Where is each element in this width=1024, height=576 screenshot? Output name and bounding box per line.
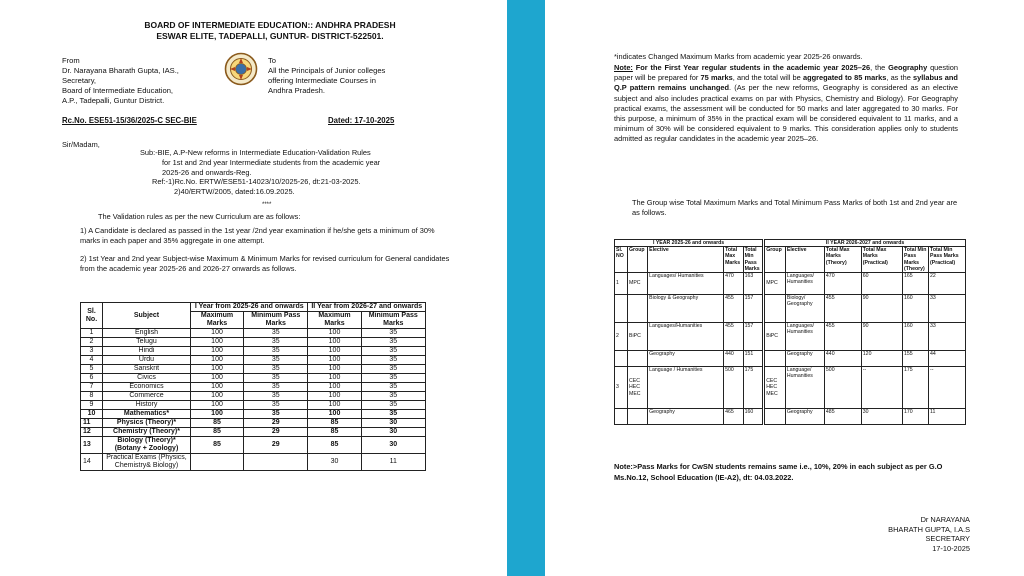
row-slno: 12 [81, 428, 103, 437]
table-row [615, 295, 966, 323]
separator-stars: **** [262, 202, 272, 208]
note-label: Note: [614, 63, 633, 72]
row-min-practical: 33 [929, 323, 966, 351]
group-wise-intro: The Group wise Total Maximum Marks and Total Minimum Pass Marks of both 1st and 2nd year are as follows. [632, 198, 958, 218]
row-slno: 6 [81, 374, 103, 383]
row-marks [191, 454, 244, 471]
row-elective: Geography [648, 409, 724, 425]
note-bold: For the First Year regular students in the academic year 2025–26 [635, 63, 871, 72]
col-header-group: Group [628, 247, 648, 273]
to-label: To [268, 56, 277, 65]
row-subject: Economics [103, 383, 191, 392]
note-bold: Geography [888, 63, 928, 72]
row-group [628, 295, 648, 323]
table-row [615, 323, 966, 351]
row-max-theory: 440 [824, 351, 861, 367]
from-line: Secretary, [62, 76, 97, 85]
note-bold: 75 marks [700, 73, 733, 83]
row-marks: 85 [191, 428, 244, 437]
table-row [81, 338, 426, 347]
salutation: Sir/Madam, [62, 140, 100, 149]
row-marks: 30 [361, 428, 425, 437]
row-max-theory: 470 [824, 273, 861, 295]
row-marks: 35 [244, 347, 308, 356]
table-row [81, 356, 426, 365]
geography-note [614, 63, 958, 145]
row-marks: 11 [361, 454, 425, 471]
row-max-practical: 30 [861, 409, 902, 425]
col-header-year-1: I Year from 2025-26 and onwards [191, 303, 308, 312]
row-min-practical: 44 [929, 351, 966, 367]
row-slno [615, 409, 628, 425]
col-header-min: Minimum Pass Marks [244, 312, 308, 329]
row-slno: 3 [615, 367, 628, 409]
row-marks: 100 [191, 329, 244, 338]
row-subject: Commerce [103, 392, 191, 401]
row-marks: 35 [361, 329, 425, 338]
row-elective: Languages/ Humanities [648, 273, 724, 295]
row-max-practical: 60 [861, 273, 902, 295]
letterhead [110, 20, 430, 42]
row-marks: 100 [191, 365, 244, 374]
row-marks: 35 [244, 374, 308, 383]
row-elective: Languages/Humanities [648, 323, 724, 351]
note-text: , and the total will be [732, 73, 801, 83]
row-elective-2: Languages/ Humanities [785, 273, 824, 295]
row-max-theory: 500 [824, 367, 861, 409]
row-elective-2: Language/ Humanities [785, 367, 824, 409]
col-header-year-1: I YEAR 2025-26 and onwards [615, 240, 764, 247]
row-subject: Mathematics* [103, 410, 191, 419]
note-text: , as the [886, 73, 911, 83]
col-header-year-2: II YEAR 2026-2027 and onwards [764, 240, 966, 247]
row-min-practical: 22 [929, 273, 966, 295]
signature-line: BHARATH GUPTA, I.A.S [888, 524, 970, 534]
row-marks: 100 [191, 383, 244, 392]
row-marks: 29 [244, 428, 308, 437]
row-elective-2: Biology/ Geography [785, 295, 824, 323]
reference-number: Rc.No. ESE51-15/36/2025-C SEC-BIE [62, 116, 197, 125]
row-marks: 35 [244, 329, 308, 338]
row-marks: 35 [361, 374, 425, 383]
row-group-2: MPC [764, 273, 786, 295]
row-group-2 [764, 351, 786, 367]
subject-marks-table [80, 302, 426, 471]
row-group: CEC HEC MEC [628, 367, 648, 409]
row-subject: Civics [103, 374, 191, 383]
row-slno [615, 295, 628, 323]
page-divider [507, 0, 545, 576]
row-max-practical: 90 [861, 323, 902, 351]
row-slno: 2 [615, 323, 628, 351]
col-header-total-max-theory: Total Max Marks (Theory) [824, 247, 861, 273]
table-row [615, 409, 966, 425]
row-marks: 100 [308, 392, 361, 401]
table-row [81, 419, 426, 428]
from-line: Board of Intermediate Education, [62, 86, 174, 95]
row-marks: 85 [308, 419, 361, 428]
letterhead-line-2: ESWAR ELITE, TADEPALLI, GUNTUR- DISTRICT-522501. [156, 31, 384, 41]
row-marks: 35 [361, 347, 425, 356]
row-elective-2: Geography [785, 351, 824, 367]
col-header-elective-2: Elective [785, 247, 824, 273]
table-row [615, 273, 966, 295]
row-min-theory: 175 [903, 367, 929, 409]
row-slno: 1 [615, 273, 628, 295]
row-subject: Urdu [103, 356, 191, 365]
row-marks: 35 [244, 383, 308, 392]
board-seal-icon [224, 52, 258, 86]
row-slno: 14 [81, 454, 103, 471]
row-max-theory: 485 [824, 409, 861, 425]
table-row [81, 329, 426, 338]
row-subject: English [103, 329, 191, 338]
to-line: Andhra Pradesh. [268, 86, 325, 95]
row-min-theory: 160 [903, 323, 929, 351]
col-header-group-2: Group [764, 247, 786, 273]
row-slno: 9 [81, 401, 103, 410]
row-subject: Chemistry (Theory)* [103, 428, 191, 437]
row-slno: 5 [81, 365, 103, 374]
row-subject: Biology (Theory)* (Botany + Zoology) [103, 437, 191, 454]
col-header-total-max: Total Max Marks [724, 247, 744, 273]
row-marks: 100 [308, 347, 361, 356]
row-group-2: CEC HEC MEC [764, 367, 786, 409]
row-marks: 100 [191, 338, 244, 347]
row-total-min: 163 [743, 273, 764, 295]
letter-date: Dated: 17-10-2025 [328, 116, 395, 125]
row-elective: Language / Humanities [648, 367, 724, 409]
row-marks: 35 [244, 356, 308, 365]
row-marks: 35 [244, 401, 308, 410]
table-row [81, 392, 426, 401]
row-slno: 10 [81, 410, 103, 419]
row-max-theory: 455 [824, 295, 861, 323]
to-block [268, 56, 385, 96]
row-slno: 8 [81, 392, 103, 401]
from-block [62, 56, 179, 106]
row-slno [615, 351, 628, 367]
col-header-total-min: Total Min Pass Marks [743, 247, 764, 273]
row-min-theory: 165 [903, 273, 929, 295]
note-bold: syllabus and Q.P pattern remains unchanged [614, 73, 958, 93]
cwsn-note: Note:>Pass Marks for CwSN students remains same i.e., 10%, 20% in each subject as per G.O Ms.No.12, School Education (IE-A2), dt: 04.03.2022. [614, 462, 943, 482]
row-elective: Geography [648, 351, 724, 367]
table-row [81, 428, 426, 437]
row-total-max: 465 [724, 409, 744, 425]
row-total-min: 175 [743, 367, 764, 409]
row-group [628, 351, 648, 367]
row-marks: 100 [308, 410, 361, 419]
col-header-total-min-theory: Total Min Pass Marks (Theory) [903, 247, 929, 273]
subject-line: 2)40/ERTW/2005, dated:16.09.2025. [174, 187, 295, 197]
row-subject: Physics (Theory)* [103, 419, 191, 428]
row-marks: 35 [361, 392, 425, 401]
row-marks: 30 [361, 419, 425, 428]
row-group [628, 409, 648, 425]
row-marks: 100 [308, 401, 361, 410]
table-row [81, 410, 426, 419]
row-max-practical: -- [861, 367, 902, 409]
row-total-max: 455 [724, 295, 744, 323]
row-marks: 100 [191, 410, 244, 419]
row-total-min: 160 [743, 409, 764, 425]
row-subject: Sanskrit [103, 365, 191, 374]
row-marks: 100 [191, 347, 244, 356]
note-text: , the [870, 63, 886, 72]
row-slno: 2 [81, 338, 103, 347]
row-group-2 [764, 295, 786, 323]
row-group: MPC [628, 273, 648, 295]
signature-line: 17-10-2025 [932, 543, 970, 553]
signature-line: Dr NARAYANA [920, 515, 970, 524]
row-marks: 35 [244, 392, 308, 401]
row-marks: 100 [308, 356, 361, 365]
row-marks: 100 [191, 392, 244, 401]
row-subject: Telugu [103, 338, 191, 347]
col-header-slno: Sl. No. [81, 303, 103, 329]
row-marks: 29 [244, 419, 308, 428]
row-marks: 35 [361, 365, 425, 374]
row-min-theory: 160 [903, 295, 929, 323]
row-min-theory: 170 [903, 409, 929, 425]
row-group-2: BiPC [764, 323, 786, 351]
row-marks: 85 [308, 428, 361, 437]
row-total-max: 455 [724, 323, 744, 351]
from-line: A.P., Tadepalli, Guntur District. [62, 96, 165, 105]
to-line: offering Intermediate Courses in [268, 76, 376, 85]
note-text: question paper will be prepared for [614, 63, 959, 83]
row-marks: 35 [361, 383, 425, 392]
row-slno: 3 [81, 347, 103, 356]
row-elective-2: Geography [785, 409, 824, 425]
col-header-year-2: II Year from 2026-27 and onwards [308, 303, 426, 312]
validation-point-2: 2) 1st Year and 2nd year Subject-wise Maximum & Minimum Marks for revised curriculum for General candidates from the academic year 2025-26 and 2026-27 onwards as follows. [80, 254, 450, 273]
row-total-min: 157 [743, 295, 764, 323]
validation-point-1: 1) A Candidate is declared as passed in the 1st year /2nd year examination if he/she gets a minimum of 30% marks in each paper and 35% aggregate in one attempt. [80, 226, 435, 245]
row-min-practical: 33 [929, 295, 966, 323]
table-row [81, 374, 426, 383]
table-row [81, 401, 426, 410]
row-marks: 100 [308, 365, 361, 374]
row-marks: 100 [191, 356, 244, 365]
col-header-elective: Elective [648, 247, 724, 273]
from-line: Dr. Narayana Bharath Gupta, IAS., [62, 66, 179, 75]
table-row [81, 454, 426, 471]
row-marks: 35 [244, 410, 308, 419]
row-marks: 30 [308, 454, 361, 471]
row-marks: 100 [308, 383, 361, 392]
row-elective-2: Languages/ Humanities [785, 323, 824, 351]
table-row [615, 351, 966, 367]
row-elective: Biology & Geography [648, 295, 724, 323]
row-slno: 13 [81, 437, 103, 454]
subject-line: Sub:-BIE, A.P-New reforms in Intermediate Education-Validation Rules [140, 148, 371, 157]
col-header-subject: Subject [103, 303, 191, 329]
row-marks: 35 [361, 356, 425, 365]
signature-line: SECRETARY [925, 534, 970, 544]
row-total-max: 500 [724, 367, 744, 409]
row-max-theory: 455 [824, 323, 861, 351]
row-marks [244, 454, 308, 471]
col-header-max: Maximum Marks [191, 312, 244, 329]
col-header-max: Maximum Marks [308, 312, 361, 329]
row-marks: 30 [361, 437, 425, 454]
to-line: All the Principals of Junior colleges [268, 66, 386, 75]
row-marks: 100 [191, 374, 244, 383]
row-marks: 35 [361, 338, 425, 347]
row-subject: Hindi [103, 347, 191, 356]
from-label: From [62, 56, 80, 65]
row-marks: 35 [361, 401, 425, 410]
row-marks: 29 [244, 437, 308, 454]
signature-block [870, 515, 970, 553]
row-min-practical: 11 [929, 409, 966, 425]
row-marks: 100 [308, 338, 361, 347]
group-marks-table [614, 239, 966, 425]
row-total-max: 440 [724, 351, 744, 367]
row-group-2 [764, 409, 786, 425]
row-marks: 100 [191, 401, 244, 410]
row-slno: 7 [81, 383, 103, 392]
col-header-total-min-practical: Total Min Pass Marks (Practical) [929, 247, 966, 273]
row-marks: 85 [191, 419, 244, 428]
row-total-min: 151 [743, 351, 764, 367]
row-total-max: 470 [724, 273, 744, 295]
row-marks: 100 [308, 374, 361, 383]
row-group: BiPC [628, 323, 648, 351]
subject-line: for 1st and 2nd year Intermediate students from the academic year [162, 157, 381, 167]
row-slno: 11 [81, 419, 103, 428]
row-slno: 1 [81, 329, 103, 338]
row-marks: 85 [191, 437, 244, 454]
row-marks: 85 [308, 437, 361, 454]
row-marks: 35 [361, 410, 425, 419]
table-row [81, 383, 426, 392]
table-row [81, 437, 426, 454]
row-max-practical: 120 [861, 351, 902, 367]
subject-block [140, 148, 440, 197]
changed-marks-note: *indicates Changed Maximum Marks from academic year 2025-26 onwards. [614, 52, 863, 61]
col-header-slno: Sl. NO [615, 247, 628, 273]
row-slno: 4 [81, 356, 103, 365]
table-row [615, 367, 966, 409]
note-bold: aggregated to 85 marks [802, 73, 887, 83]
row-subject: History [103, 401, 191, 410]
row-marks: 100 [308, 329, 361, 338]
note-text: . (As per the new reforms, Geography is considered as an elective subject and also includes practical exams on par with Physics, Chemistry and Biology). For Geography practical exams, the assessment will be conducted for 50 marks and later aggregated to 30 marks. For this purpose, a minimum of 35% in the practical exam will be considered equivalent to 11 marks, and a minimum of 30% will be considered equivalent to 9 marks. This consideration applies only to students admitted as regular candidates in the academic year 2025–26. [614, 83, 958, 144]
col-header-total-max-practical: Total Max Marks (Practical) [861, 247, 902, 273]
subject-line: 2025-26 and onwards-Reg. [162, 167, 252, 177]
row-marks: 35 [244, 365, 308, 374]
col-header-min: Minimum Pass Marks [361, 312, 425, 329]
intro-paragraph: The Validation rules as per the new Curriculum are as follows: [98, 212, 301, 221]
row-total-min: 157 [743, 323, 764, 351]
table-row [81, 347, 426, 356]
row-max-practical: 90 [861, 295, 902, 323]
table-row [81, 365, 426, 374]
row-min-practical: -- [929, 367, 966, 409]
row-min-theory: 155 [903, 351, 929, 367]
row-subject: Practical Exams (Physics, Chemistry& Biology) [103, 454, 191, 471]
row-marks: 35 [244, 338, 308, 347]
subject-line: Ref:-1)Rc.No. ERTW/ESE51-14023/10/2025-26, dt:21-03-2025. [152, 177, 361, 187]
letterhead-line-1: BOARD OF INTERMEDIATE EDUCATION:: ANDHRA PRADESH [144, 20, 396, 30]
